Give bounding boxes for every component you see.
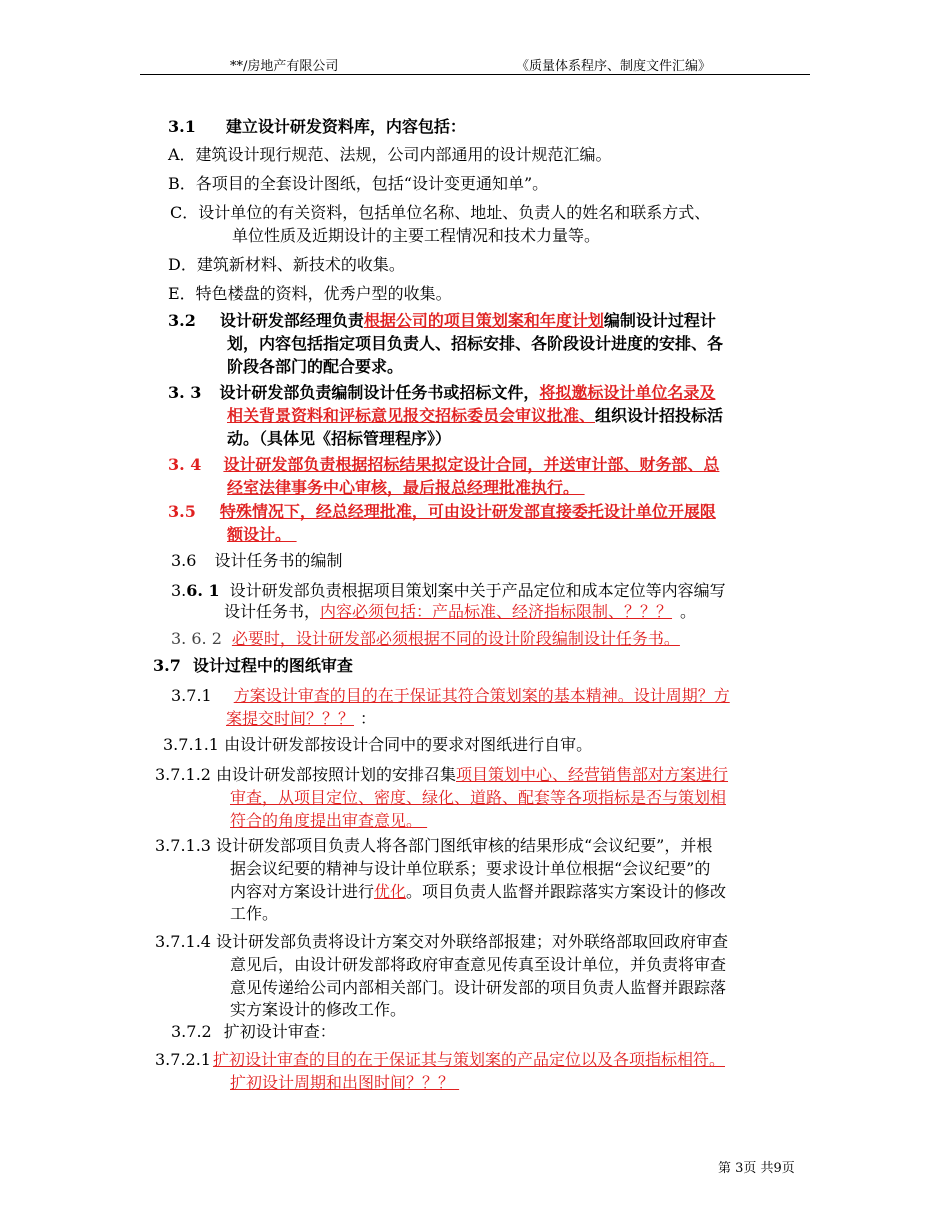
- section-3-2-line2: 划，内容包括指定项目负责人、招标安排、各阶段设计进度的安排、各: [227, 334, 724, 353]
- section-3-7-1-1: 3.7.1.1 由设计研发部按设计合同中的要求对图纸进行自审。: [163, 735, 593, 754]
- section-number: 3.2: [168, 311, 196, 330]
- highlight-red: 内容必须包括：产品标准、经济指标限制、？？？: [320, 602, 673, 621]
- item-d: D．建筑新材料、新技术的收集。: [168, 255, 405, 274]
- item-b: B．各项目的全套设计图纸，包括“设计变更通知单”。: [168, 174, 549, 193]
- section-number: 3.7: [153, 656, 181, 675]
- section-3-3-line2: 相关背景资料和评标意见报交招标委员会审议批准、组织设计招投标活: [227, 406, 724, 425]
- item-a: A．建筑设计现行规范、法规，公司内部通用的设计规范汇编。: [168, 145, 612, 164]
- section-number: 3. 4: [168, 455, 202, 474]
- item-c-line2: 单位性质及近期设计的主要工程情况和技术力量等。: [232, 226, 601, 245]
- section-number: 6. 1: [186, 581, 220, 600]
- section-3-7-1-4-line1: 3.7.1.4 设计研发部负责将设计方案交对外联络部报建；对外联络部取回政府审查: [155, 932, 728, 951]
- highlight-red: 项目策划中心、经营销售部对方案进行: [456, 765, 729, 784]
- section-number: 3. 3: [168, 383, 202, 402]
- section-number: 3.6: [171, 551, 197, 570]
- section-3-7-2-1-line2: 扩初设计周期和出图时间？？？: [230, 1073, 455, 1092]
- section-3-4-line2: 经室法律事务中心审核，最后报总经理批准执行。: [227, 478, 580, 497]
- section-3-3-line3: 动。（具体见《招标管理程序》）: [227, 429, 452, 448]
- section-3-7-1-line2: 案提交时间？？？ ：: [226, 709, 377, 728]
- highlight-red: 必要时，设计研发部必须根据不同的设计阶段编制设计任务书。: [231, 629, 680, 648]
- section-number: 3.7.1.3: [155, 836, 211, 855]
- section-3-7-1-4-line4: 实方案设计的修改工作。: [230, 1000, 407, 1019]
- section-3-4-line1: 3. 4 设计研发部负责根据招标结果拟定设计合同，并送审计部、财务部、总: [168, 455, 720, 474]
- section-3-7-1-3-line2: 据会议纪要的精神与设计单位联系；要求设计单位根据“会议纪要”的: [230, 859, 711, 878]
- section-3-5-line1: 3.5 特殊情况下，经总经理批准，可由设计研发部直接委托设计单位开展限: [168, 502, 716, 521]
- section-3-2-line1: 3.2 设计研发部经理负责根据公司的项目策划案和年度计划编制设计过程计: [168, 311, 716, 330]
- highlight-red: 将拟邀标设计单位名录及: [539, 383, 716, 402]
- section-3-7-1-4-line2: 意见后，由设计研发部将政府审查意见传真至设计单位，并负责将审查: [230, 955, 727, 974]
- highlight-red: 相关背景资料和评标意见报交招标委员会审议批准、: [227, 406, 596, 425]
- section-number: 3. 6. 2: [171, 629, 222, 648]
- highlight-red: 优化: [374, 882, 407, 901]
- page-number: 第 3页 共9页: [718, 1161, 795, 1176]
- section-3-6-1-line1: 3.6. 1 设计研发部负责根据项目策划案中关于产品定位和成本定位等内容编写: [171, 581, 726, 600]
- section-number: 3.7.2.1: [155, 1050, 211, 1069]
- item-c-line1: C．设计单位的有关资料，包括单位名称、地址、负责人的姓名和联系方式、: [170, 203, 711, 222]
- section-number: 3.7.1: [171, 686, 212, 705]
- section-number: 3.5: [168, 502, 196, 521]
- item-e: E．特色楼盘的资料，优秀户型的收集。: [168, 284, 452, 303]
- section-3-7-1-3-line4: 工作。: [230, 904, 279, 923]
- section-3-6-1-line2: 设计任务书，内容必须包括：产品标准、经济指标限制、？？？ 。: [224, 602, 697, 621]
- header-doc-title: 《质量体系程序、制度文件汇编》: [516, 59, 712, 74]
- section-3-3-line1: 3. 3 设计研发部负责编制设计任务书或招标文件，将拟邀标设计单位名录及: [168, 383, 716, 402]
- highlight-red: 根据公司的项目策划案和年度计划: [363, 311, 604, 330]
- section-3-7-1-4-line3: 意见传递给公司内部相关部门。设计研发部的项目负责人监督并跟踪落: [230, 978, 727, 997]
- section-3-7: 3.7 设计过程中的图纸审查: [153, 656, 353, 675]
- section-3-7-2: 3.7.2 扩初设计审查：: [171, 1022, 336, 1041]
- section-3-2-line3: 阶段各部门的配合要求。: [227, 357, 404, 376]
- header-rule: [140, 74, 810, 75]
- section-3-6: 3.6 设计任务书的编制: [171, 551, 343, 570]
- section-number: 3.7.2: [171, 1022, 212, 1041]
- section-number: 3.1: [168, 117, 196, 136]
- section-number: 3.7.1.2: [155, 765, 211, 784]
- section-3-1: [168, 115, 466, 138]
- section-3-7-1-3-line3: 内容对方案设计进行优化。项目负责人监督并跟踪落实方案设计的修改: [230, 882, 727, 901]
- section-3-5-line2: 额设计。: [227, 525, 292, 544]
- section-3-7-2-1-line1: 3.7.2.1 扩初设计审查的目的在于保证其与策划案的产品定位以及各项指标相符。: [155, 1050, 725, 1069]
- section-title: 建立设计研发资料库，内容包括：: [225, 117, 466, 136]
- section-number: 3.7.1.4: [155, 932, 211, 951]
- section-3-7-1-3-line1: 3.7.1.3 设计研发部项目负责人将各部门图纸审核的结果形成“会议纪要”，并根: [155, 836, 713, 855]
- section-3-7-1-2-line1: 3.7.1.2 由设计研发部按照计划的安排召集项目策划中心、经营销售部对方案进行: [155, 765, 729, 784]
- section-3-7-1-2-line3: 符合的角度提出审查意见。: [230, 811, 423, 830]
- section-3-6-2: [171, 627, 680, 650]
- section-3-7-1-line1: 3.7.1 方案设计审查的目的在于保证其符合策划案的基本精神。设计周期？方: [171, 686, 730, 705]
- section-3-7-1-2-line2: 审查，从项目定位、密度、绿化、道路、配套等各项指标是否与策划相: [230, 788, 727, 807]
- header-company: **/房地产有限公司: [230, 59, 339, 74]
